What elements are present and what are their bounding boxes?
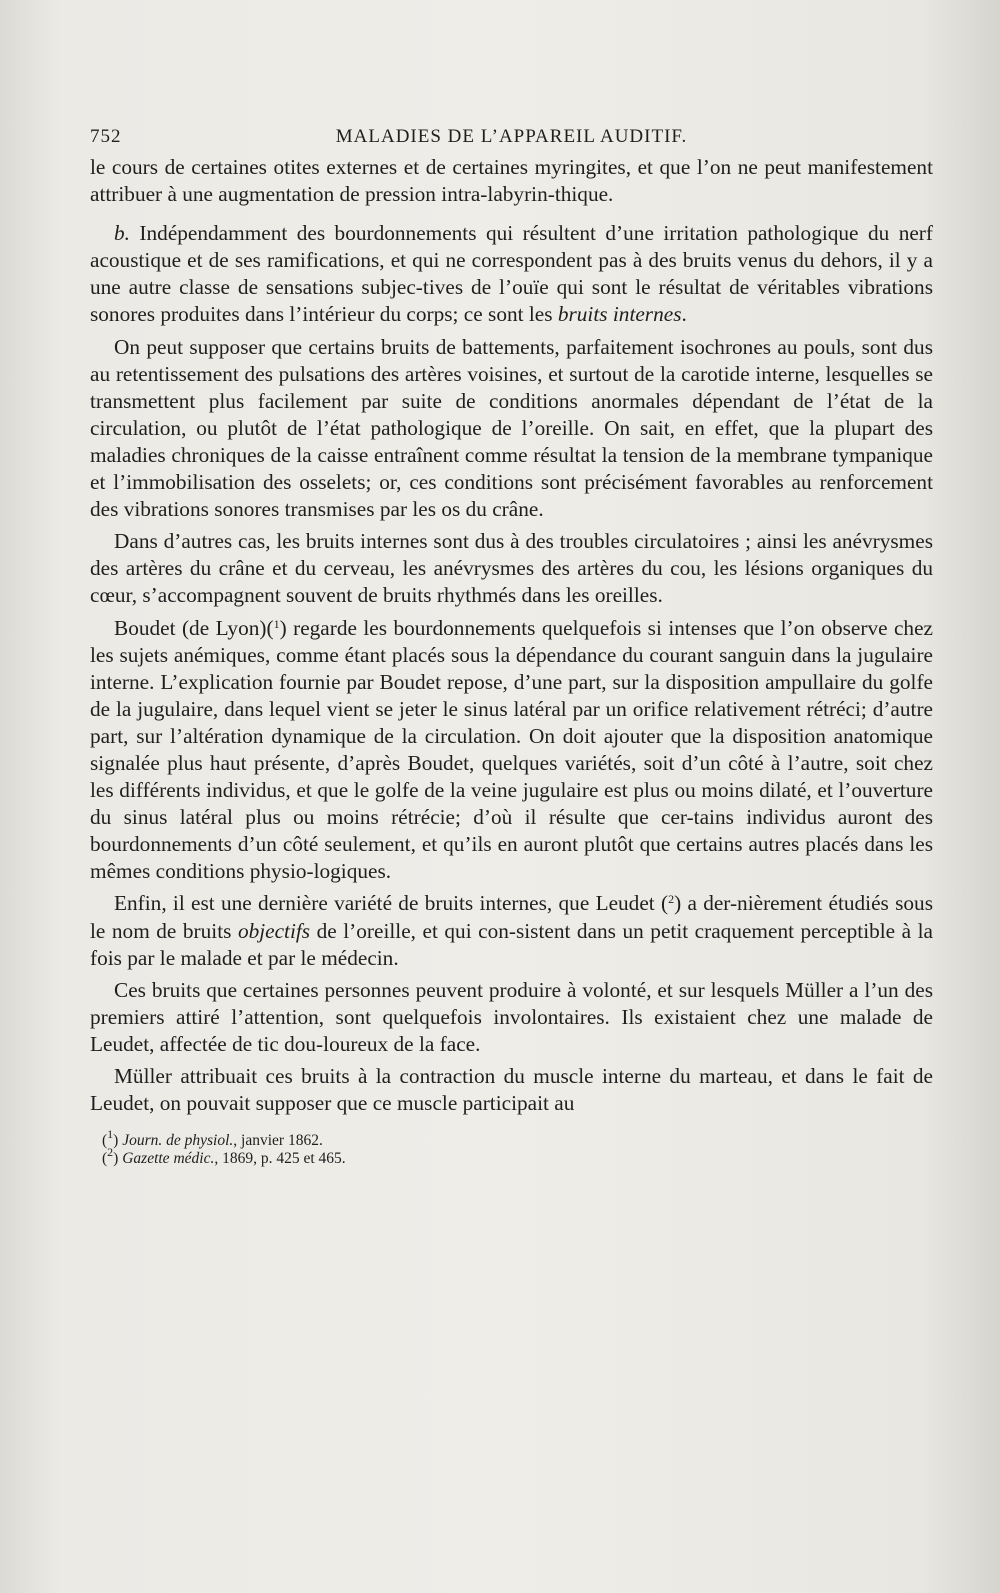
footnote: ($^2$) Gazette médic., 1869, p. 425 et 465. — [102, 1145, 346, 1168]
page-body — [90, 154, 933, 1117]
footnote-source: Journ. de physiol. — [122, 1132, 234, 1150]
paragraph-continuation: le cours de certaines otites externes et de certaines myringites, et que l’on ne peut manifestement attribuer à une augmentation de pression intra-labyrin-thique. — [90, 155, 933, 207]
paragraph-text: . — [681, 302, 687, 327]
paragraph-muller: Ces bruits que certaines personnes peuvent produire à volonté, et sur lesquels Müller a l’un des premiers attiré l’attention, sont quelquefois involontaires. Ils existaient chez une malade de Leudet, affectée de tic dou-loureux de la face. — [90, 977, 933, 1056]
footnote: ($^1$) Journ. de physiol., janvier 1862. — [102, 1127, 323, 1150]
paragraph-battements: On peut supposer que certains bruits de battements, parfaitement isochrones au pouls, sont dus au retentissement des pulsations des artères voisines, et surtout de la carotide interne, lesquelles se transmettent plus facilement par suite de conditions anormales dépendant de l’état de la circulation, ou plutôt de l’état pathologique de l’oreille. On sait, en effet, que la plupart des maladies chroniques de la caisse entraînent comme résultat la tension de la membrane tympanique et l’immobilisation des osselets; or, ces conditions sont précisément favorables au renforcement des vibrations sonores transmises par les os du crâne. — [90, 334, 933, 522]
footnote-ref: 2 — [668, 892, 675, 907]
footnote-marker: 1 — [107, 1127, 114, 1142]
section-label: b. — [114, 221, 130, 246]
footnote-text: , 1869, p. 425 et 465. — [214, 1150, 346, 1168]
footnote-marker: 2 — [107, 1145, 114, 1160]
paragraph-text: ) a der-nièrement étudiés sous le nom de bruits — [90, 891, 933, 943]
footnotes — [90, 1127, 933, 1168]
footnote-source: Gazette médic. — [122, 1150, 215, 1168]
emphasis-term: bruits internes — [557, 302, 682, 327]
paragraph-leudet — [90, 890, 933, 971]
paragraph-troubles-circulatoires: Dans d’autres cas, les bruits internes sont dus à des troubles circulatoires ; ainsi les anévrysmes des artères du crâne et du cerveau, les anévrysmes des artères du cou, les lésions organiques du cœur, s’accompagnent souvent de bruits rhythmés dans les oreilles. — [90, 529, 933, 608]
emphasis-term: objectifs — [237, 918, 311, 943]
running-header — [90, 124, 933, 154]
paragraph-b — [90, 220, 933, 328]
paragraph-text: Boudet (de Lyon)( — [114, 615, 274, 640]
paragraph-text: de l’oreille, et qui con-sistent dans un petit craquement perceptible à la fois par le malade et par le médecin. — [90, 918, 933, 970]
paragraph-text: Enfin, il est une dernière variété de bruits internes, que Leudet ( — [114, 891, 669, 916]
running-title: MALADIES DE L’APPAREIL AUDITIF. — [335, 126, 688, 147]
paragraph-text: Indépendamment des bourdonnements qui résultent d’une irritation pathologique du nerf acoustique et de ses ramifications, et qui ne correspondent pas à des bruits venus du dehors, il y a une autre classe de sensations subjec-tives de l’ouïe qui sont le résultat de véritables vibrations sonores produites dans l’intérieur du corps; ce sont les — [90, 221, 933, 327]
footnote-ref: 1 — [273, 616, 280, 631]
page-number: 752 — [90, 126, 122, 147]
paragraph-boudet — [90, 615, 933, 886]
footnote-text: , janvier 1862. — [233, 1132, 323, 1150]
paragraph-text: ) regarde les bourdonnements quelquefois si intenses que l’on observe chez les sujets anémiques, comme étant placés sous la dépendance du courant sanguin dans la jugulaire interne. L’explication fournie par Boudet repose, d’une part, sur la disposition ampullaire du golfe de la jugulaire, dans lequel vient se jeter le sinus latéral par un orifice relativement rétréci; d’autre part, sur l’altération dynamique de la circulation. On doit ajouter que la disposition anatomique signalée plus haut présente, d’après Boudet, quelques variétés, soit d’un côté à l’autre, soit chez les différents individus, et que le golfe de la veine jugulaire est plus ou moins dilaté, et l’ouverture du sinus latéral plus ou moins rétrécie; d’où il résulte que cer-tains individus auront des bourdonnements d’un côté seulement, et qu’ils en auront plutôt que certains autres placés dans les mêmes conditions physio-logiques. — [90, 615, 933, 884]
book-page — [90, 124, 933, 1168]
paragraph-muller-attribution: Müller attribuait ces bruits à la contraction du muscle interne du marteau, et dans le fait de Leudet, on pouvait supposer que ce muscle participait au — [90, 1064, 933, 1116]
